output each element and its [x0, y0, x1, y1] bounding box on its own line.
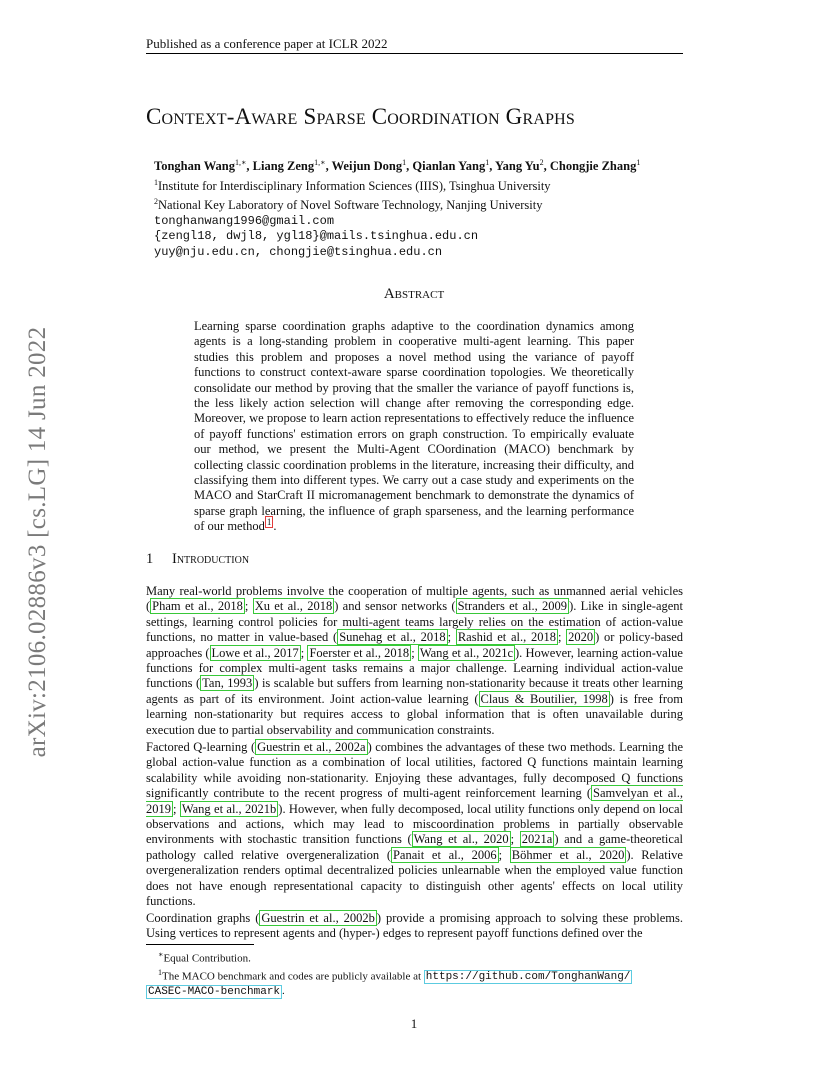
author-name: Chongjie Zhang	[549, 159, 637, 174]
email-1: tonghanwang1996@gmail.com	[154, 213, 335, 228]
affiliation-2: $^2$National Key Laboratory of Novel Software Technology, Nanjing University	[154, 197, 543, 213]
paragraph-text: ). Relative overgeneralization renders optimal decentralized policies unlearnable when the employed value function does not have enough representational capacity to distinguish other agents' effects on local utility functions.	[146, 847, 683, 909]
citation-link[interactable]: Pham et al., 2018	[152, 599, 243, 614]
citation-link[interactable]: Xu et al., 2018	[254, 599, 333, 614]
paragraph-3	[146, 911, 683, 942]
footnote-1-cont: CASEC-MACO-benchmark .	[148, 985, 285, 999]
citation-link[interactable]: Guestrin et al., 2002b	[261, 911, 375, 925]
section-number: 1	[146, 551, 154, 567]
author-block	[154, 155, 640, 260]
paragraph-text: ;	[411, 645, 418, 660]
paragraph-text: Factored Q-learning (	[146, 740, 256, 754]
citation-link[interactable]: 2021a	[521, 832, 553, 847]
citation-link[interactable]: Wang et al., 2021b	[181, 801, 277, 816]
page-number: 1	[410, 1016, 418, 1031]
affiliation-1: $^1$Institute for Interdisciplinary Information Sciences (IIIS), Tsinghua University	[154, 177, 551, 193]
header-rule	[146, 53, 683, 54]
paragraph-text: ;	[244, 599, 253, 614]
paragraph-text: ) and a game-theoretical pathology called relative overgeneralization (	[146, 832, 683, 862]
author-mark: 1,∗	[234, 158, 247, 167]
arxiv-sidebar	[8, 292, 68, 792]
paragraph-text: ). Like in single-agent settings, learning control policies for multi-agent teams largely relies on the estimation of action-value functions, no matter in value-based (	[146, 599, 684, 645]
footnotes	[146, 948, 686, 999]
author-name: Yang Yu	[495, 159, 540, 174]
paragraph-text: ;	[447, 630, 456, 645]
email-3: yuy@nju.edu.cn, chongjie@tsinghua.edu.cn	[154, 244, 443, 259]
paper-title: Context-Aware Sparse Coordination Graphs	[146, 104, 576, 129]
paragraph-text: Many real-world problems involve the cooperation of multiple agents, such as unmanned aerial vehicles (	[146, 584, 683, 614]
citation-link[interactable]: Guestrin et al., 2002a	[257, 740, 366, 754]
citation-link[interactable]: Foerster et al., 2018	[309, 645, 410, 660]
paragraph-text: ) or policy-based approaches (	[146, 630, 684, 660]
citation-link[interactable]: Wang et al., 2021c	[419, 645, 514, 660]
footnote-1: $^1$The MACO benchmark and codes are publicly available at https://github.com/TonghanWang/	[158, 967, 631, 984]
repo-link[interactable]: https://github.com/TonghanWang/	[425, 971, 631, 984]
paragraph-text: ;	[510, 832, 520, 847]
author-name: Weijun Dong	[331, 159, 403, 174]
paragraph-text: ). However, when fully decomposed, local utility functions only depend on local observations and actions, which may lead to miscoordination problems in partially observable environments with stochastic transition functions (	[146, 801, 683, 847]
footnote-rule	[146, 944, 254, 945]
paragraph-text: ;	[498, 847, 510, 862]
citation-link[interactable]: Böhmer et al., 2020	[511, 847, 625, 862]
citation-link[interactable]: Lowe et al., 2017	[211, 645, 299, 660]
citation-link[interactable]: Claus & Boutilier, 1998	[480, 691, 608, 706]
paragraph-text: Coordination graphs (	[146, 911, 260, 925]
section-title: Introduction	[172, 551, 250, 567]
running-head: Published as a conference paper at ICLR 2022	[146, 36, 388, 51]
footnote-ref-1[interactable]: 1	[266, 517, 272, 528]
author-mark: 2	[539, 158, 544, 167]
abstract-body: Learning sparse coordination graphs adaptive to the coordination dynamics among agents is a long-standing problem in cooperative multi-agent learning. This paper studies this problem and proposes a novel method using the variance of payoff functions to construct context-aware sparse coordination topologies. We theoretically consolidate our method by proving that the smaller the variance of payoff functions is, the less likely action selection will change after removing the corresponding edge. Moreover, we propose to learn action representations to effectively reduce the influence of payoff functions' estimation errors on graph construction. To empirically evaluate our method, we present the Multi-Agent COordination (MACO) benchmark by collecting classic coordination problems in the literature, increasing their difficulty, and classifying them into different types. We carry out a case study and experiments on the MACO and StarCraft II micromanagement benchmark to demonstrate the dynamics of sparse graph learning, the influence of graph sparseness, and the learning performance of our method $^1$ .	[194, 319, 634, 534]
citation-link[interactable]: 2020	[568, 630, 594, 645]
email-2: {zengl18, dwjl8, ygl18}@mails.tsinghua.edu.cn	[154, 229, 479, 244]
citation-link[interactable]: Wang et al., 2020	[413, 832, 509, 847]
citation-link[interactable]: Rashid et al., 2018	[457, 630, 556, 645]
citation-link[interactable]: Sunehag et al., 2018	[339, 630, 446, 645]
paragraph-text: ) is scalable but suffers from learning non-stationarity because it treats other learning agents as part of its environment. Joint action-value learning (	[146, 676, 683, 706]
footnote-equal-contribution: ∗Equal Contribution.	[158, 950, 251, 965]
author-name: Qianlan Yang	[412, 159, 486, 174]
author-mark: 1	[485, 158, 490, 167]
paragraph-text: ). However, learning action-value functions for complex multi-agent tasks remains a major challenge. Learning individual action-value functions (	[146, 645, 683, 691]
paragraph-text: ;	[173, 801, 180, 816]
section-heading	[146, 551, 249, 568]
author-mark: 1,∗	[314, 158, 326, 167]
citation-link[interactable]: Samvelyan et al., 2019	[146, 786, 683, 816]
author-mark: 1	[402, 158, 407, 167]
repo-link-cont[interactable]: CASEC-MACO-benchmark	[148, 986, 281, 999]
abstract-heading: Abstract	[383, 286, 445, 302]
paragraph-text: ) is free from learning non-stationarity but requires access to global information that is often unavailable during execution due to partial observability and communication constraints.	[146, 691, 683, 737]
author-name: Liang Zeng	[252, 159, 315, 174]
paragraph-text: ) and sensor networks (	[334, 599, 456, 614]
author-name: Tonghan Wang	[154, 159, 235, 174]
author-mark: 1	[636, 158, 641, 167]
paragraph-text: ;	[300, 645, 308, 660]
paragraph-2	[146, 740, 683, 909]
citation-link[interactable]: Panait et al., 2006	[392, 847, 497, 862]
paragraph-text: ;	[557, 630, 567, 645]
paragraph-text: ) combines the advantages of these two methods. Learning the global action-value function as a combination of local utilities, factored Q functions maintain learning scalability while avoiding non-stationarity. Enjoying these advantages, fully decomposed Q functions significantly contribute to the recent progress of multi-agent reinforcement learning (	[146, 740, 683, 801]
arxiv-id: arXiv:2106.02886v3 [cs.LG] 14 Jun 2022	[24, 326, 51, 758]
citation-link[interactable]: Tan, 1993	[202, 676, 253, 691]
citation-link[interactable]: Stranders et al., 2009	[457, 599, 568, 614]
paragraph-1	[146, 584, 683, 738]
paragraph-text: ) provide a promising approach to solving these problems. Using vertices to represent agents and (hyper-) edges to represent payoff functions defined over the	[146, 911, 683, 941]
author-names: Tonghan Wang$^{1,∗}$, Liang Zeng$^{1,∗}$, Weijun Dong$^1$, Qianlan Yang$^1$, Yang Yu$^2$, Chongjie Zhang$^1$	[154, 158, 641, 174]
